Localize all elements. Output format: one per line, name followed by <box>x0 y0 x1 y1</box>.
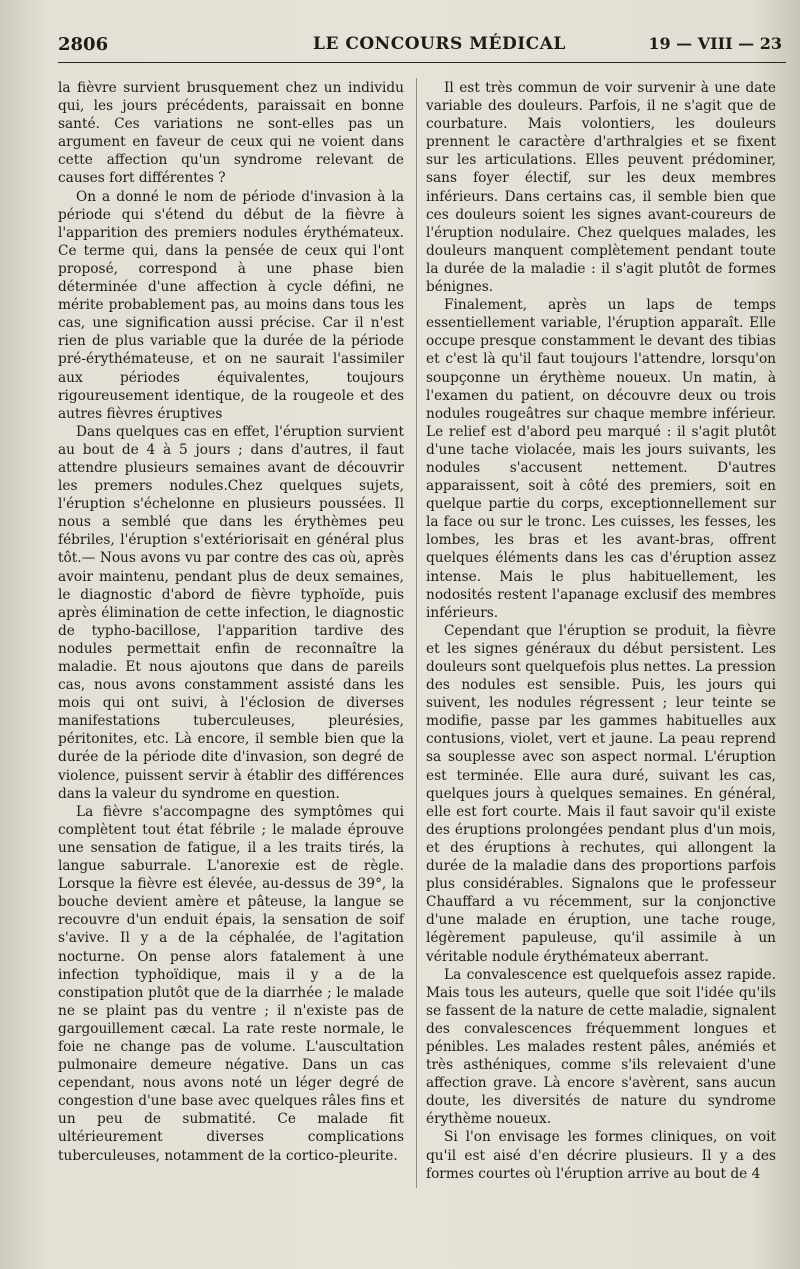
journal-title: LE CONCOURS MÉDICAL <box>313 34 566 54</box>
paragraph: la fièvre survient brusquement chez un individu qui, les jours précédents, paraissait en bonne santé. Ces variations ne sont-elles pas un argument en faveur de ceux qui ne voient dans cette affection qu'un syndrome relevant de causes fort différentes ? <box>58 80 404 187</box>
paragraph: Dans quelques cas en effet, l'éruption survient au bout de 4 à 5 jours ; dans d'autres, il faut attendre plusieurs semaines avant de découvrir les premers nodules.Chez quelques sujets, l'éruption s'échelonne en plusieurs poussées. Il nous a semblé que dans les érythèmes peu fébriles, l'éruption s'extériorisait en général plus tôt.— Nous avons vu par contre des cas où, après avoir maintenu, pendant plus de deux semaines, le diagnostic d'abord de fièvre typhoïde, puis après élimination de cette infection, le diagnostic de typho-bacillose, l'apparition tardive des nodules permettait enfin de reconnaître la maladie. Et nous ajoutons que dans de pareils cas, nous avons constamment assisté dans les mois qui ont suivi, à l'éclosion de diverses manifestations tuberculeuses, pleurésies, péritonites, etc. Là encore, il semble bien que la durée de la période dite d'invasion, son degré de violence, puissent servir à établir des différences dans la valeur du syndrome en question. <box>58 423 404 802</box>
paragraph: Il est très commun de voir survenir à une date variable des douleurs. Parfois, il ne s'agit que de courbature. Mais volontiers, les douleurs prennent le caractère d'arthralgies et se fixent sur les articulations. Elles peuvent prédominer, sans foyer électif, sur les deux membres inférieurs. Dans certains cas, il semble bien que ces douleurs soient les signes avant-coureurs de l'éruption nodulaire. Chez quelques malades, les douleurs manquent complètement pendant toute la durée de la maladie : il s'agit plutôt de formes bénignes. <box>426 80 776 296</box>
column-divider <box>416 78 417 1188</box>
left-column <box>58 79 404 1165</box>
running-header <box>58 32 782 58</box>
page-number: 2806 <box>58 34 109 55</box>
paragraph: Si l'on envisage les formes cliniques, on voit qu'il est aisé d'en décrire plusieurs. Il y a des formes courtes où l'éruption arrive au bout de 4 <box>426 1129 776 1182</box>
paragraph: La convalescence est quelquefois assez rapide. Mais tous les auteurs, quelle que soit l'idée qu'ils se fassent de la nature de cette maladie, signalent des convalescences fréquemment longues et pénibles. Les malades restent pâles, anémiés et très asthéniques, comme s'ils relevaient d'une affection grave. Là encore s'avèrent, sans aucun doute, les diversités de nature du syndrome érythème noueux. <box>426 966 776 1128</box>
paragraph: Cependant que l'éruption se produit, la fièvre et les signes généraux du début persistent. Les douleurs sont quelquefois plus nettes. La pression des nodules est sensible. Puis, les jours qui suivent, les nodules régressent ; leur teinte se modifie, passe par les gammes habituelles aux contusions, violet, vert et jaune. La peau reprend sa souplesse avec son aspect normal. L'éruption est terminée. Elle aura duré, suivant les cas, quelques jours à quelques semaines. En général, elle est fort courte. Mais il faut savoir qu'il existe des éruptions prolongées pendant plus d'un mois, et des éruptions à rechutes, qui allongent la durée de la maladie dans des proportions parfois plus considérables. Signalons que le professeur Chauffard a vu récemment, sur la conjonctive d'une malade en éruption, une tache rouge, légèrement papuleuse, qu'il assimile à un véritable nodule érythémateux aberrant. <box>426 622 776 965</box>
paragraph: On a donné le nom de période d'invasion à la période qui s'étend du début de la fièvre à l'apparition des premiers nodules érythémateux. Ce terme qui, dans la pensée de ceux qui l'ont proposé, correspond à une phase bien déterminée d'une affection à cycle défini, ne mérite probablement pas, au moins dans tous les cas, une signification aussi précise. Car il n'est rien de plus variable que la durée de la période pré-érythémateuse, et on ne saurait l'assimiler aux périodes équivalentes, toujours rigoureusement identique, de la rougeole et des autres fièvres éruptives <box>58 188 404 422</box>
header-rule <box>58 62 786 63</box>
right-column <box>426 79 776 1183</box>
paragraph: La fièvre s'accompagne des symptômes qui complètent tout état fébrile ; le malade éprouve une sensation de fatigue, il a les traits tirés, la langue saburrale. L'anorexie est de règle. Lorsque la fièvre est élevée, au-dessus de 39°, la bouche devient amère et pâteuse, la langue se recouvre d'un enduit épais, la sensation de soif s'avive. Il y a de la céphalée, de l'agitation nocturne. On pense alors fatalement à une infection typhoïdique, mais il y a de la constipation plutôt que de la diarrhée ; le malade ne se plaint pas du ventre ; il n'existe pas de gargouillement cæcal. La rate reste normale, le foie ne change pas de volume. L'auscultation pulmonaire demeure négative. Dans un cas cependant, nous avons noté un léger degré de congestion d'une base avec quelques râles fins et un peu de submatité. Ce malade fit ultérieurement diverses complications tuberculeuses, notamment de la cortico-pleurite. <box>58 803 404 1164</box>
issue-date: 19 — VIII — 23 <box>648 34 782 53</box>
paragraph: Finalement, après un laps de temps essentiellement variable, l'éruption apparaît. Elle occupe presque constamment le devant des tibias et c'est là qu'il faut toujours l'attendre, lorsqu'on soupçonne un érythème noueux. Un matin, à l'examen du patient, on découvre deux ou trois nodules rougeâtres sur chaque membre inférieur. Le relief est d'abord peu marqué : il s'agit plutôt d'une tache violacée, mais les jours suivants, les nodules s'accusent nettement. D'autres apparaissent, soit à côté des premiers, soit en quelque partie du corps, exceptionnellement sur la face ou sur le tronc. Les cuisses, les fesses, les lombes, les bras et les avant-bras, offrent quelques éléments dans les cas d'éruption assez intense. Mais le plus habituellement, les nodosités restent l'apanage exclusif des membres inférieurs. <box>426 297 776 621</box>
